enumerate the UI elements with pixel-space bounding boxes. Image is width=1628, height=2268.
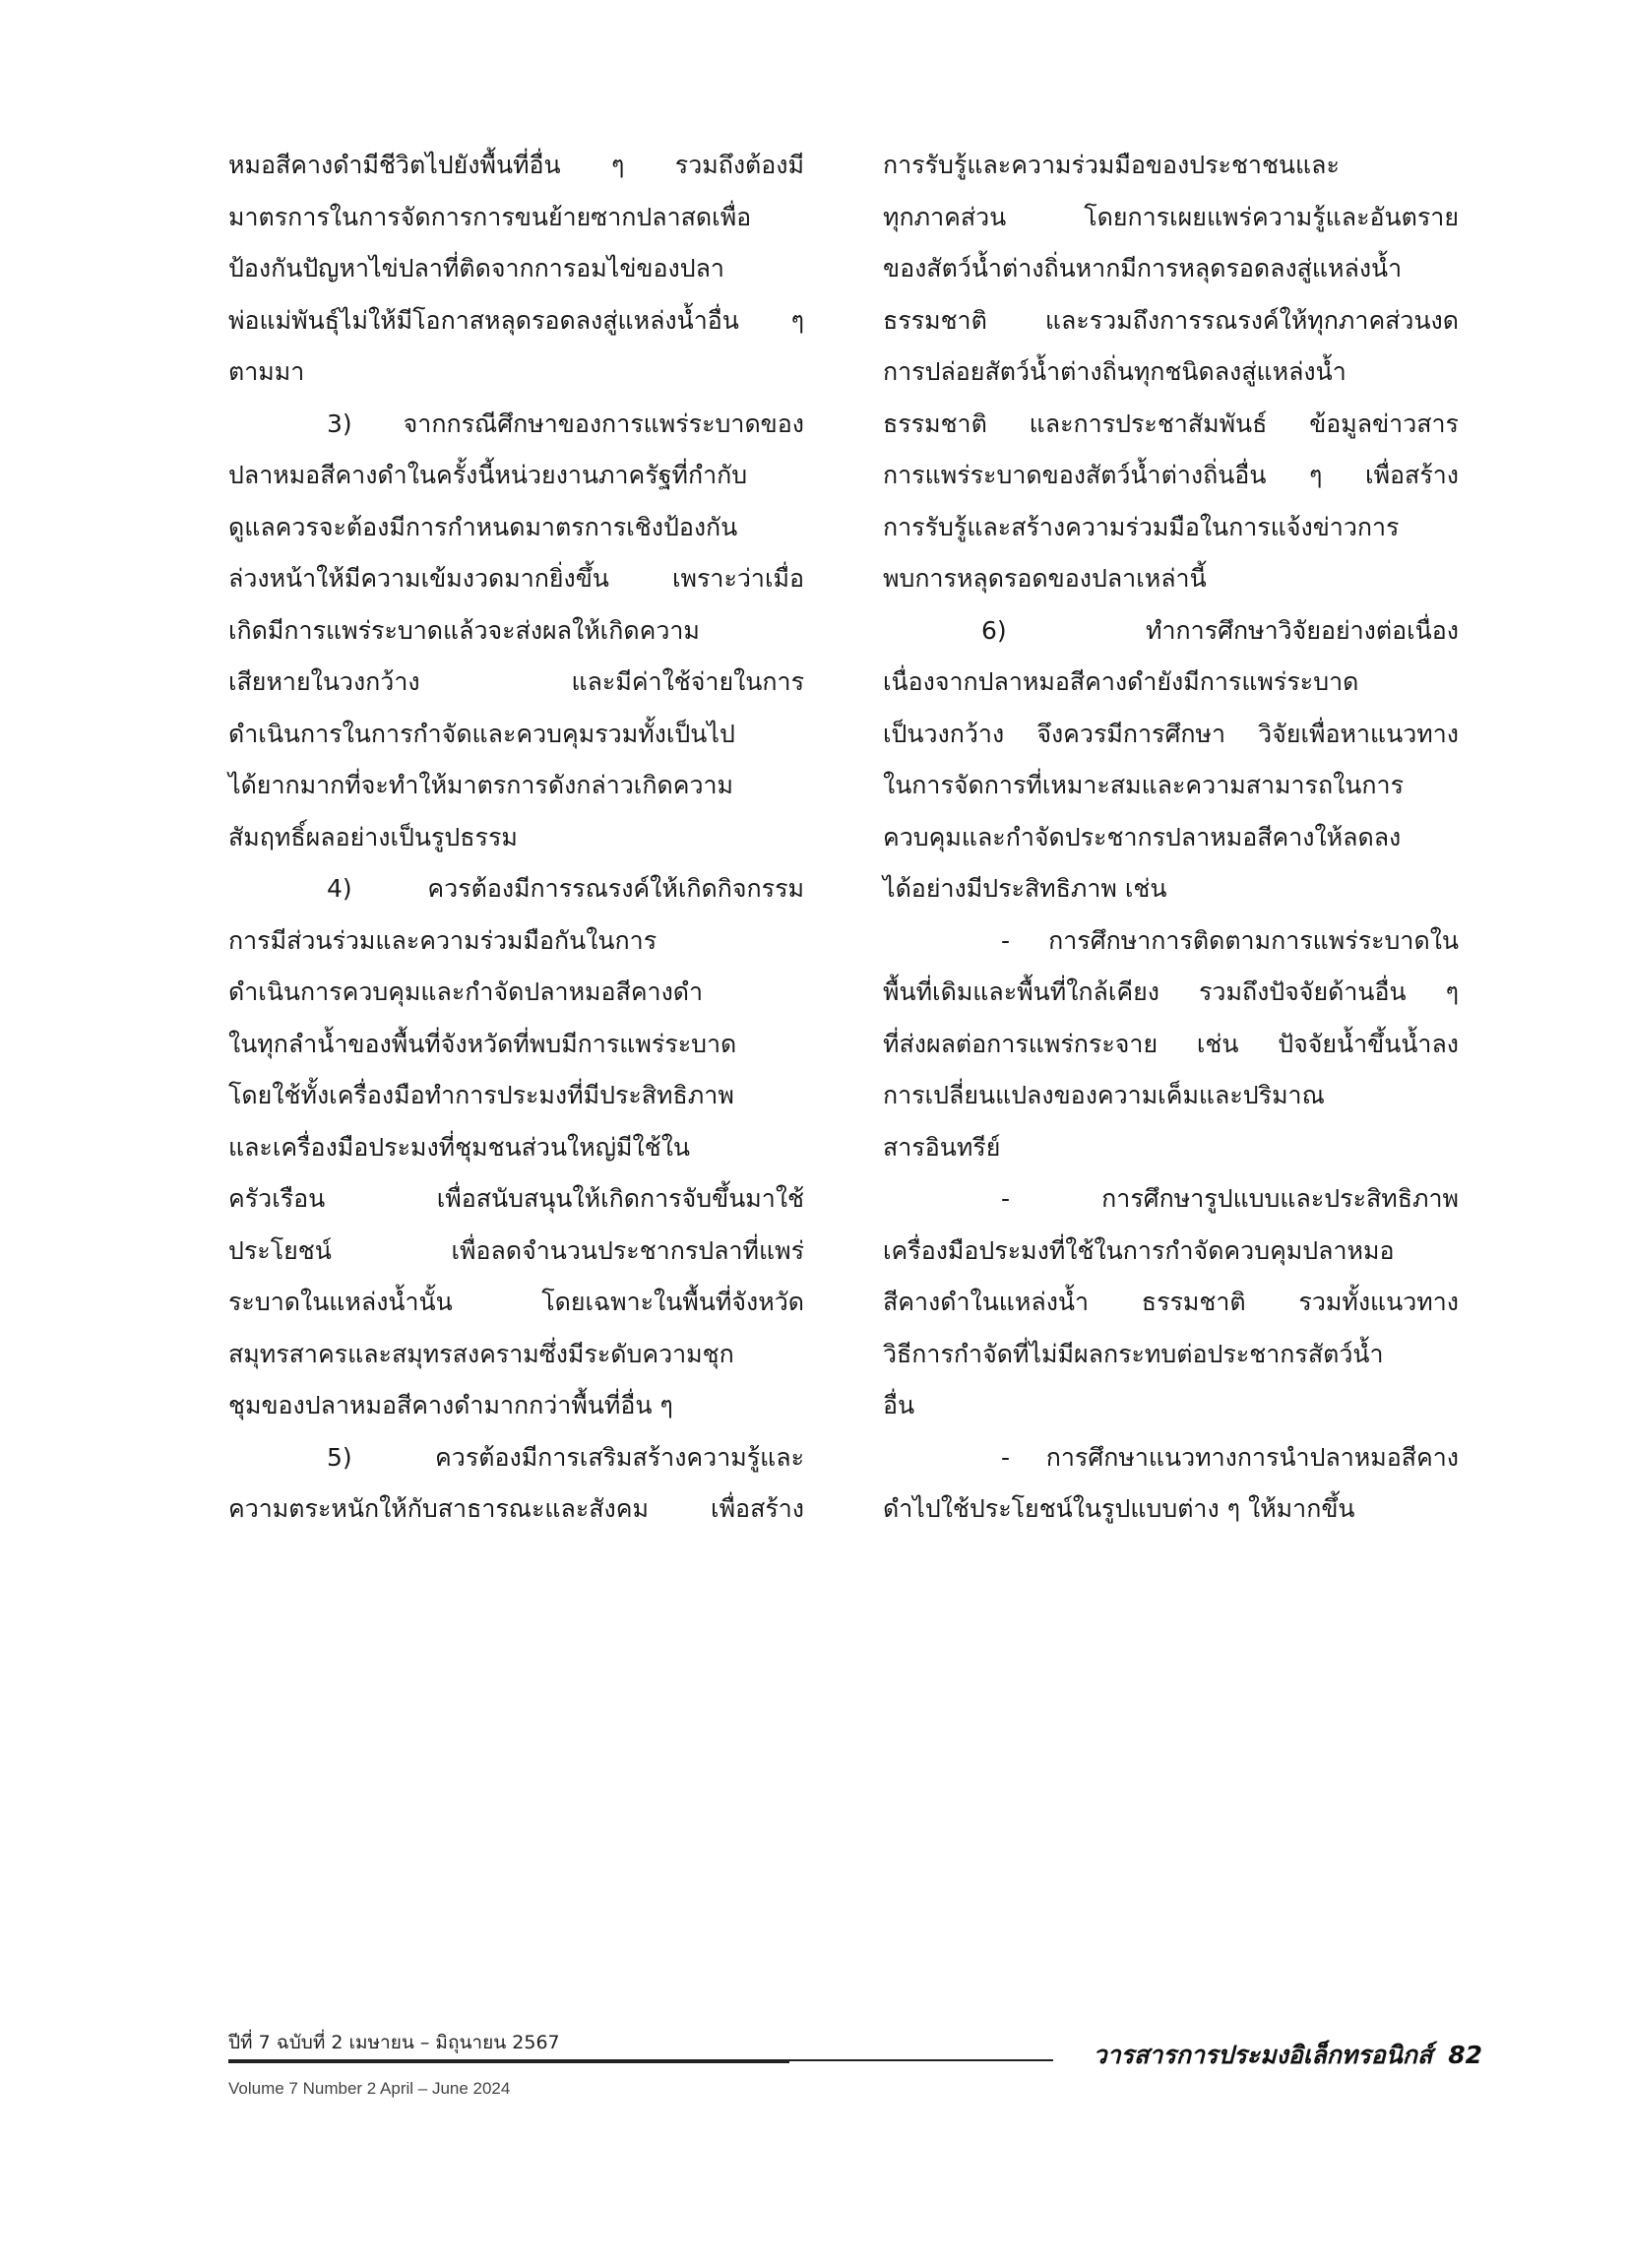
paragraph-line: การมีส่วนร่วมและความร่วมมือกันในการ bbox=[228, 925, 657, 955]
footer-journal-title bbox=[1094, 2036, 1482, 2075]
paragraph-line: - การศึกษาการติดตามการแพร่ระบาดใน bbox=[1001, 925, 1459, 955]
paragraph-line: ป้องกันปัญหาไข่ปลาที่ติดจากการอมไข่ของปลา bbox=[228, 254, 724, 283]
paragraph-line: ได้อย่างมีประสิทธิภาพ เช่น bbox=[883, 874, 1167, 903]
paragraph-line: พื้นที่เดิมและพื้นที่ใกล้เคียง รวมถึงปัจจัยด้านอื่น ๆ bbox=[883, 977, 1459, 1006]
paragraph-line: สารอินทรีย์ bbox=[883, 1132, 1001, 1162]
paragraph-line: มาตรการในการจัดการการขนย้ายซากปลาสดเพื่อ bbox=[228, 202, 752, 231]
page-number: 82 bbox=[1448, 2041, 1482, 2069]
paragraph-line: อื่น bbox=[883, 1391, 915, 1419]
paragraph-line: - การศึกษารูปแบบและประสิทธิภาพ bbox=[1001, 1184, 1459, 1213]
paragraph-line: ดำเนินการในการกำจัดและควบคุมรวมทั้งเป็นไป bbox=[228, 719, 735, 748]
paragraph-line: ปลาหมอสีคางดำในครั้งนี้หน่วยงานภาครัฐที่กำกับ bbox=[228, 461, 748, 489]
footer-issue-thai: ปีที่ 7 ฉบับที่ 2 เมษายน – มิถุนายน 2567 bbox=[228, 2028, 789, 2063]
paragraph-line: ธรรมชาติ และรวมถึงการรณรงค์ให้ทุกภาคส่วนงด bbox=[883, 305, 1459, 335]
paragraph-line: ประโยชน์ เพื่อลดจำนวนประชากรปลาที่แพร่ bbox=[228, 1235, 804, 1265]
paragraph-line: สัมฤทธิ์ผลอย่างเป็นรูปธรรม bbox=[228, 822, 518, 851]
paragraph-line: ควบคุมและกำจัดประชากรปลาหมอสีคางให้ลดลง bbox=[883, 822, 1402, 851]
paragraph-line: ในการจัดการที่เหมาะสมและความสามารถในการ bbox=[883, 771, 1404, 799]
paragraph-line: สมุทรสาครและสมุทรสงครามซึ่งมีระดับความชุก bbox=[228, 1339, 734, 1368]
paragraph-line: ระบาดในแหล่งน้ำนั้น โดยเฉพาะในพื้นที่จังหวัด bbox=[228, 1288, 804, 1316]
paragraph-line: และเครื่องมือประมงที่ชุมชนส่วนใหญ่มีใช้ใน bbox=[228, 1132, 690, 1162]
paragraph-line: การแพร่ระบาดของสัตว์น้ำต่างถิ่นอื่น ๆ เพื่อสร้าง bbox=[883, 461, 1459, 489]
paragraph-line: ธรรมชาติ และการประชาสัมพันธ์ ข้อมูลข่าวสาร bbox=[883, 409, 1459, 438]
paragraph-line: เสียหายในวงกว้าง และมีค่าใช้จ่ายในการ bbox=[228, 667, 804, 696]
right-text-column bbox=[883, 140, 1459, 1536]
paragraph-line: - การศึกษาแนวทางการนำปลาหมอสีคาง bbox=[1001, 1442, 1459, 1472]
paragraph-line: ที่ส่งผลต่อการแพร่กระจาย เช่น ปัจจัยน้ำขึ้นน้ำลง bbox=[883, 1029, 1459, 1058]
paragraph-line: โดยใช้ทั้งเครื่องมือทำการประมงที่มีประสิทธิภาพ bbox=[228, 1081, 734, 1109]
paragraph-line: ได้ยากมากที่จะทำให้มาตรการดังกล่าวเกิดความ bbox=[228, 771, 734, 799]
paragraph-line: เนื่องจากปลาหมอสีคางดำยังมีการแพร่ระบาด bbox=[883, 667, 1359, 696]
paragraph-line: ดำเนินการควบคุมและกำจัดปลาหมอสีคางดำ bbox=[228, 977, 704, 1006]
paragraph-line: การเปลี่ยนแปลงของความเค็มและปริมาณ bbox=[883, 1081, 1325, 1109]
paragraph-line: การปล่อยสัตว์น้ำต่างถิ่นทุกชนิดลงสู่แหล่งน้ำ bbox=[883, 357, 1346, 386]
paragraph-line: ล่วงหน้าให้มีความเข้มงวดมากยิ่งขึ้น เพราะว่าเมื่อ bbox=[228, 564, 804, 593]
footer-issue-english: Volume 7 Number 2 April – June 2024 bbox=[228, 2079, 511, 2098]
paragraph-line: ดูแลควรจะต้องมีการกำหนดมาตรการเชิงป้องกัน bbox=[228, 512, 738, 541]
paragraph-line: พ่อแม่พันธุ์ไม่ให้มีโอกาสหลุดรอดลงสู่แหล่งน้ำอื่น ๆ bbox=[228, 305, 804, 335]
paragraph-line: ในทุกลำน้ำของพื้นที่จังหวัดที่พบมีการแพร่ระบาด bbox=[228, 1029, 737, 1058]
paragraph-line: ของสัตว์น้ำต่างถิ่นหากมีการหลุดรอดลงสู่แหล่งน้ำ bbox=[883, 254, 1403, 283]
paragraph-line: การรับรู้และสร้างความร่วมมือในการแจ้งข่าวการ bbox=[883, 512, 1400, 541]
paragraph-line: เกิดมีการแพร่ระบาดแล้วจะส่งผลให้เกิดความ bbox=[228, 615, 700, 645]
left-text-column bbox=[228, 140, 804, 1536]
paragraph-line: ความตระหนักให้กับสาธารณะและสังคม เพื่อสร้าง bbox=[228, 1494, 804, 1523]
paragraph-line: ดำไปใช้ประโยชน์ในรูปแบบต่าง ๆ ให้มากขึ้น bbox=[883, 1494, 1355, 1523]
paragraph-line: 4) ควรต้องมีการรณรงค์ให้เกิดกิจกรรม bbox=[327, 874, 804, 903]
paragraph-line: 6) ทำการศึกษาวิจัยอย่างต่อเนื่อง bbox=[981, 615, 1459, 645]
paragraph-line: เครื่องมือประมงที่ใช้ในการกำจัดควบคุมปลาหมอ bbox=[883, 1235, 1395, 1265]
paragraph-line: วิธีการกำจัดที่ไม่มีผลกระทบต่อประชากรสัตว์น้ำ bbox=[883, 1339, 1384, 1368]
paragraph-line: ทุกภาคส่วน โดยการเผยแพร่ความรู้และอันตราย bbox=[883, 202, 1459, 231]
paragraph-line: พบการหลุดรอดของปลาเหล่านี้ bbox=[883, 564, 1207, 593]
paragraph-line: 5) ควรต้องมีการเสริมสร้างความรู้และ bbox=[327, 1442, 804, 1472]
paragraph-line: ครัวเรือน เพื่อสนับสนุนให้เกิดการจับขึ้นมาใช้ bbox=[228, 1184, 804, 1213]
paragraph-line: การรับรู้และความร่วมมือของประชาชนและ bbox=[883, 151, 1340, 179]
journal-name: วารสารการประมงอิเล็กทรอนิกส์ bbox=[1093, 2041, 1433, 2069]
paragraph-line: หมอสีคางดำมีชีวิตไปยังพื้นที่อื่น ๆ รวมถึงต้องมี bbox=[228, 151, 804, 179]
paragraph-line: เป็นวงกว้าง จึงควรมีการศึกษา วิจัยเพื่อหาแนวทาง bbox=[883, 719, 1459, 748]
paragraph-line: ตามมา bbox=[228, 357, 305, 386]
paragraph-line: สีคางดำในแหล่งน้ำ ธรรมชาติ รวมทั้งแนวทาง bbox=[883, 1288, 1459, 1316]
paragraph-line: ชุมของปลาหมอสีคางดำมากกว่าพื้นที่อื่น ๆ bbox=[228, 1391, 673, 1419]
paragraph-line: 3) จากกรณีศึกษาของการแพร่ระบาดของ bbox=[327, 409, 804, 438]
